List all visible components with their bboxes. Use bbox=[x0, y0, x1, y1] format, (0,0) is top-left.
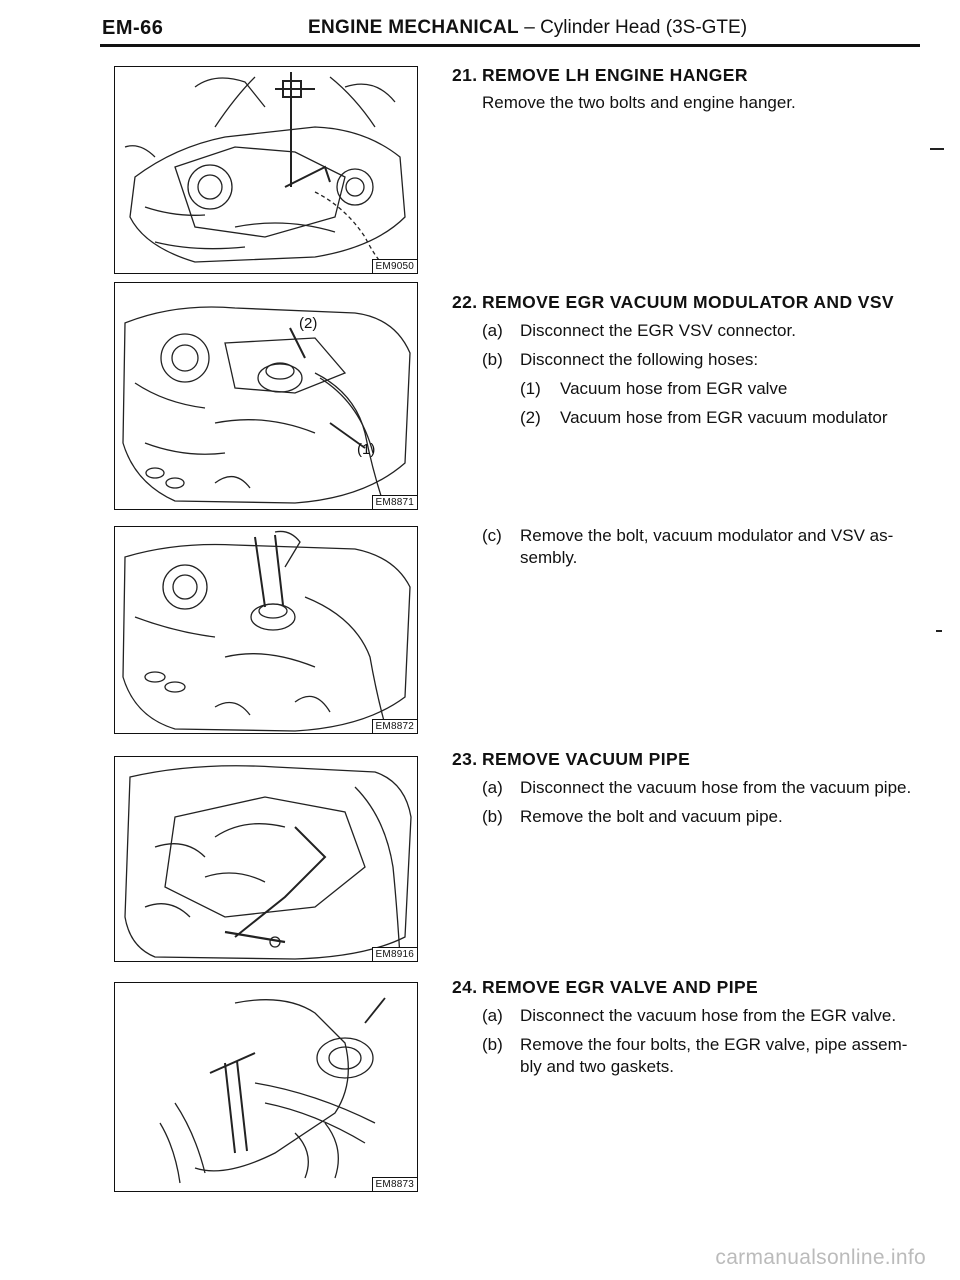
sub-text: Disconnect the vacuum hose from the vacuum pipe. bbox=[520, 778, 912, 797]
sub-text: Remove the bolt and vacuum pipe. bbox=[520, 807, 783, 826]
sub-item bbox=[482, 806, 922, 828]
step-number: 23. bbox=[452, 749, 478, 769]
sub-item bbox=[482, 349, 922, 371]
figure-modulator-removal bbox=[114, 526, 418, 734]
step-title bbox=[452, 291, 922, 313]
callout-2: (2) bbox=[299, 315, 318, 332]
sub-item bbox=[482, 320, 922, 342]
step-number: 22. bbox=[452, 292, 478, 312]
sub-label: (c) bbox=[482, 526, 502, 545]
sub-label: (b) bbox=[482, 807, 503, 826]
step-21 bbox=[452, 64, 922, 114]
sub-sub-item bbox=[520, 378, 922, 400]
sub-text: Remove the bolt, vacuum modulator and VSV as- sembly. bbox=[520, 526, 894, 567]
step-heading: REMOVE EGR VALVE AND PIPE bbox=[482, 977, 759, 997]
figure-vacuum-pipe bbox=[114, 756, 418, 962]
step-22 bbox=[452, 291, 922, 429]
sub-text: Disconnect the EGR VSV connector. bbox=[520, 321, 796, 340]
sub-item bbox=[482, 1034, 922, 1078]
subsection-name: Cylinder Head (3S-GTE) bbox=[540, 17, 748, 38]
margin-mark bbox=[936, 630, 942, 632]
step-number: 24. bbox=[452, 977, 478, 997]
figure-egr-valve bbox=[114, 982, 418, 1192]
sub-label: (b) bbox=[482, 1035, 503, 1054]
title-separator: – bbox=[524, 17, 535, 38]
sub-text: Disconnect the vacuum hose from the EGR valve. bbox=[520, 1006, 897, 1025]
figure-egr-vacuum-modulator bbox=[114, 282, 418, 510]
sub-label: (a) bbox=[482, 321, 503, 340]
page-title bbox=[308, 17, 747, 39]
section-name: ENGINE MECHANICAL bbox=[308, 17, 519, 38]
step-description: Remove the two bolts and engine hanger. bbox=[482, 93, 796, 112]
step-22-c bbox=[452, 525, 922, 569]
sub-text: Vacuum hose from EGR vacuum modulator bbox=[560, 408, 888, 427]
sub-label: (a) bbox=[482, 778, 503, 797]
step-heading: REMOVE VACUUM PIPE bbox=[482, 749, 691, 769]
step-heading: REMOVE EGR VACUUM MODULATOR AND VSV bbox=[482, 292, 894, 312]
modulator-removal-illustration bbox=[115, 527, 417, 733]
sub-label: (b) bbox=[482, 350, 503, 369]
margin-mark bbox=[930, 148, 944, 150]
figure-code: EM9050 bbox=[372, 259, 417, 273]
header-rule bbox=[100, 44, 920, 47]
sub-text: Disconnect the following hoses: bbox=[520, 350, 759, 369]
sub-sub-item bbox=[520, 407, 922, 429]
step-heading: REMOVE LH ENGINE HANGER bbox=[482, 65, 748, 85]
sub-item bbox=[482, 1005, 922, 1027]
watermark: carmanualsonline.info bbox=[715, 1246, 926, 1269]
sub-label: (1) bbox=[520, 379, 541, 398]
figure-engine-hanger bbox=[114, 66, 418, 274]
sub-text: Vacuum hose from EGR valve bbox=[560, 379, 788, 398]
sub-item bbox=[482, 777, 922, 799]
sub-label: (2) bbox=[520, 408, 541, 427]
engine-hanger-illustration bbox=[115, 67, 417, 273]
figure-code: EM8916 bbox=[372, 947, 417, 961]
figure-code: EM8871 bbox=[372, 495, 417, 509]
sub-text: Remove the four bolts, the EGR valve, pipe assem- bly and two gaskets. bbox=[520, 1035, 908, 1076]
callout-1: (1) bbox=[357, 441, 376, 458]
step-number: 21. bbox=[452, 65, 478, 85]
step-title bbox=[452, 748, 922, 770]
sub-item bbox=[482, 525, 922, 569]
figure-code: EM8872 bbox=[372, 719, 417, 733]
step-title bbox=[452, 976, 922, 998]
step-title bbox=[452, 64, 922, 86]
page-number: EM-66 bbox=[102, 17, 164, 39]
figure-code: EM8873 bbox=[372, 1177, 417, 1191]
egr-modulator-illustration bbox=[115, 283, 417, 509]
sub-label: (a) bbox=[482, 1006, 503, 1025]
step-24 bbox=[452, 976, 922, 1078]
step-23 bbox=[452, 748, 922, 828]
vacuum-pipe-illustration bbox=[115, 757, 417, 961]
egr-valve-illustration bbox=[115, 983, 417, 1191]
